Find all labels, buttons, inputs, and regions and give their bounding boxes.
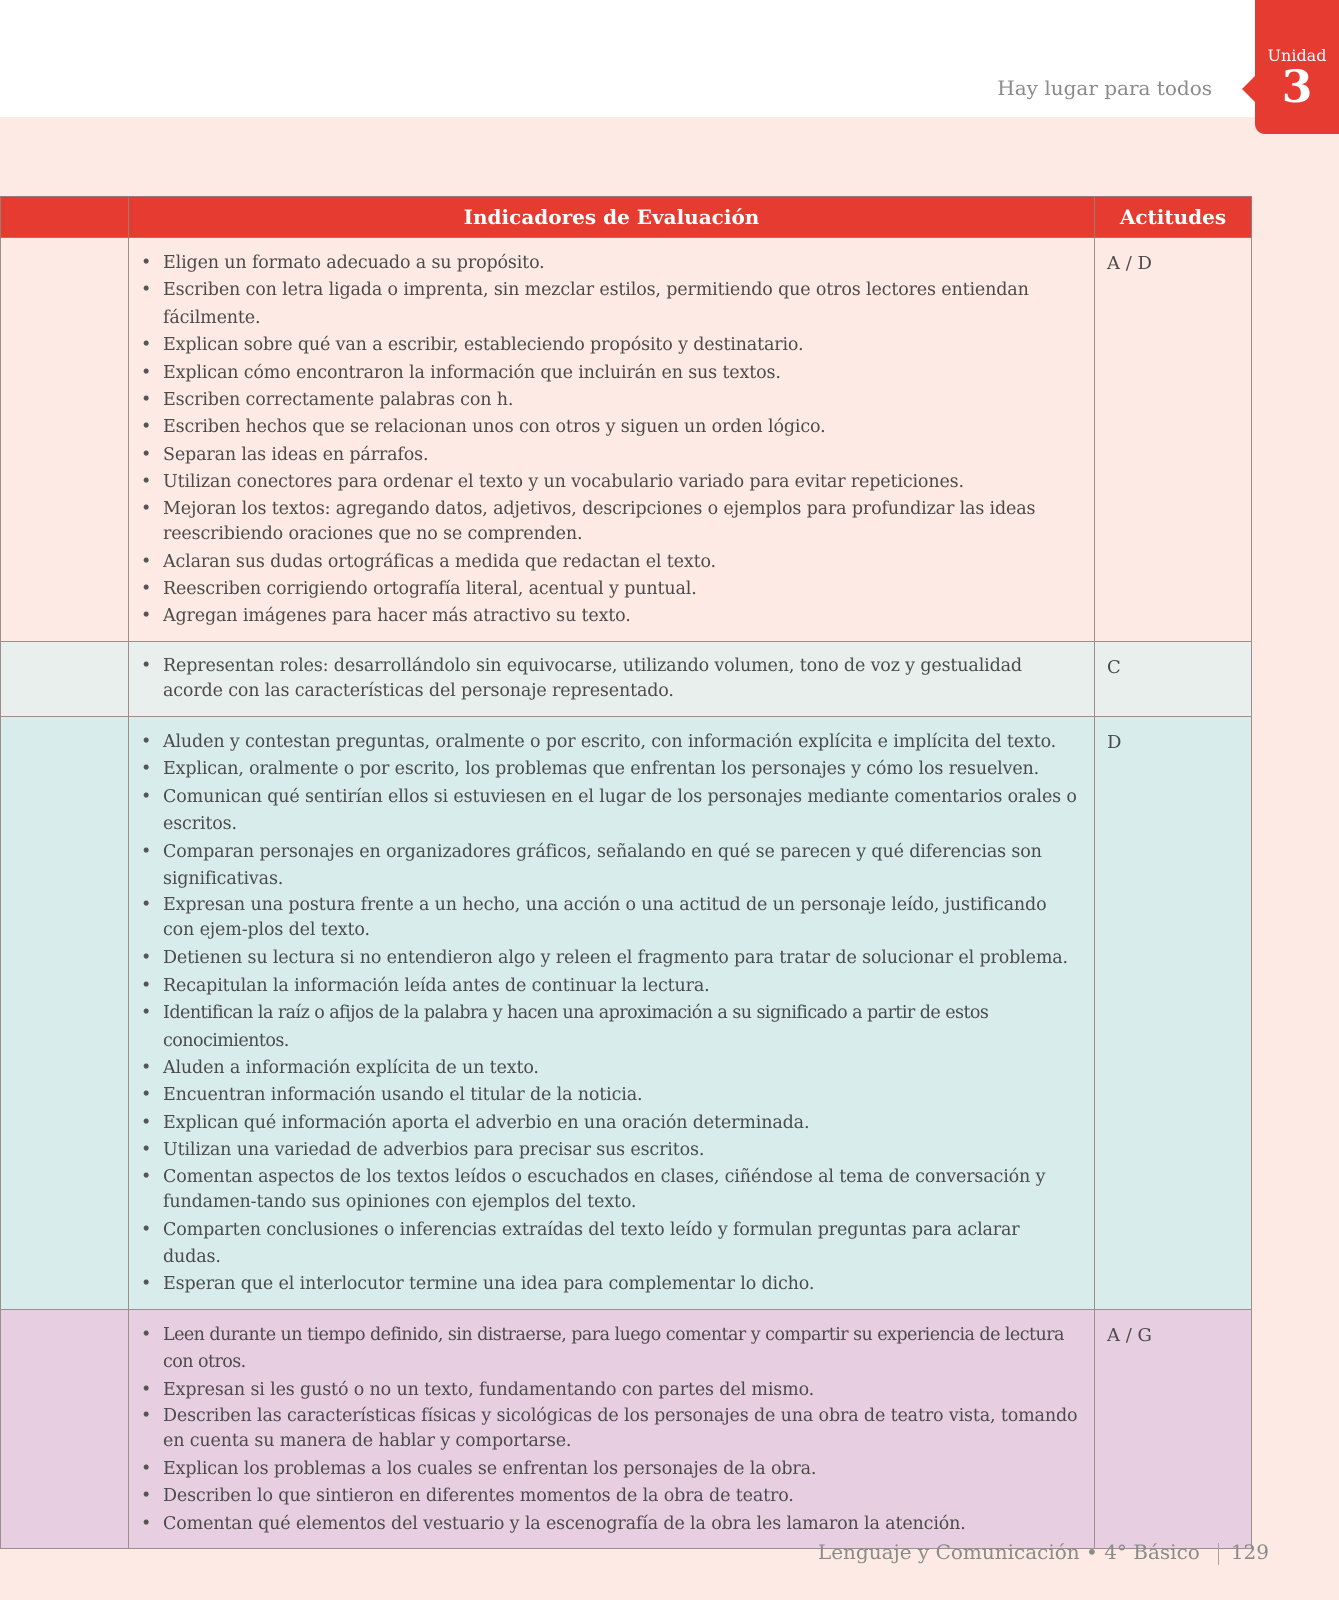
table-row [1, 716, 1252, 1309]
list-item: • Aclaran sus dudas ortográficas a medida que redactan el texto. [163, 549, 1080, 576]
indicator-list [141, 654, 1080, 706]
column-header-blank [1, 197, 129, 238]
list-item: • Esperan que el interlocutor termine una idea para complementar lo dicho. [163, 1271, 1080, 1298]
page-footer [818, 1540, 1269, 1565]
list-item: • Describen las características físicas y sicológicas de los personajes de una obra de teatro vista, tomando en cuenta su manera de hablar y comportarse. [163, 1404, 1080, 1456]
row-label-cell [1, 716, 129, 1309]
list-item: • Aluden y contestan preguntas, oralmente o por escrito, con información explícita e implícita del texto. [163, 729, 1080, 756]
attitudes-cell: A / G [1095, 1309, 1252, 1548]
indicators-cell [129, 1309, 1095, 1548]
table-row [1, 1309, 1252, 1548]
list-item: • Escriben hechos que se relacionan unos con otros y siguen un orden lógico. [163, 414, 1080, 441]
list-item: • Explican los problemas a los cuales se enfrentan los personajes de la obra. [163, 1456, 1080, 1483]
list-item: • Encuentran información usando el titular de la noticia. [163, 1082, 1080, 1109]
list-item: • Comunican qué sentirían ellos si estuviesen en el lugar de los personajes mediante comentarios orales o escritos. [163, 784, 1080, 839]
list-item: • Expresan una postura frente a un hecho, una acción o una actitud de un personaje leído, justificando con ejem-plos del texto. [163, 893, 1080, 945]
list-item: • Escriben con letra ligada o imprenta, sin mezclar estilos, permitiendo que otros lectores entiendan fácilmente. [163, 277, 1080, 332]
list-item: • Explican cómo encontraron la información que incluirán en sus textos. [163, 360, 1080, 387]
attitudes-cell: C [1095, 641, 1252, 716]
table-row [1, 641, 1252, 716]
list-item: • Mejoran los textos: agregando datos, adjetivos, descripciones o ejemplos para profundizar las ideas reescribiendo oraciones que no se comprenden. [163, 497, 1080, 549]
indicator-list [141, 250, 1080, 631]
list-item: • Eligen un formato adecuado a su propósito. [163, 250, 1080, 277]
unit-tab [1255, 0, 1339, 134]
list-item: • Comentan qué elementos del vestuario y la escenografía de la obra les lamaron la atención. [163, 1511, 1080, 1538]
footer-divider [1218, 1543, 1219, 1565]
evaluation-table [0, 196, 1252, 1549]
indicators-cell [129, 716, 1095, 1309]
row-label-cell [1, 641, 129, 716]
table-header-row [1, 197, 1252, 238]
list-item: • Explican sobre qué van a escribir, estableciendo propósito y destinatario. [163, 332, 1080, 359]
indicator-list [141, 729, 1080, 1299]
list-item: • Recapitulan la información leída antes de continuar la lectura. [163, 973, 1080, 1000]
attitudes-cell: D [1095, 716, 1252, 1309]
footer-book-title: Lenguaje y Comunicación • 4° Básico [817, 1540, 1200, 1564]
list-item: • Describen lo que sintieron en diferentes momentos de la obra de teatro. [163, 1483, 1080, 1510]
list-item: • Identifican la raíz o afijos de la palabra y hacen una aproximación a su significado a partir de estos conocimientos. [163, 1000, 1080, 1055]
tab-pointer-icon [1242, 76, 1255, 102]
list-item: • Representan roles: desarrollándolo sin equivocarse, utilizando volumen, tono de voz y gestualidad acorde con las características del personaje representado. [163, 654, 1080, 706]
list-item: • Agregan imágenes para hacer más atractivo su texto. [163, 603, 1080, 630]
running-title: Hay lugar para todos [997, 76, 1212, 100]
list-item: • Explican, oralmente o por escrito, los problemas que enfrentan los personajes y cómo los resuelven. [163, 756, 1080, 783]
column-header-actitudes: Actitudes [1095, 197, 1252, 238]
table-row [1, 238, 1252, 642]
unit-label: Unidad [1267, 46, 1327, 65]
list-item: • Escriben correctamente palabras con h. [163, 387, 1080, 414]
row-label-cell [1, 238, 129, 642]
row-label-cell [1, 1309, 129, 1548]
list-item: • Utilizan una variedad de adverbios para precisar sus escritos. [163, 1137, 1080, 1164]
list-item: • Reescriben corrigiendo ortografía literal, acentual y puntual. [163, 576, 1080, 603]
column-header-indicadores: Indicadores de Evaluación [129, 197, 1095, 238]
list-item: • Comentan aspectos de los textos leídos o escuchados en clases, ciñéndose al tema de conversación y fundamen-tando sus opiniones con ejemplos del texto. [163, 1165, 1080, 1217]
list-item: • Separan las ideas en párrafos. [163, 442, 1080, 469]
unit-number: 3 [1281, 62, 1313, 113]
list-item: • Leen durante un tiempo definido, sin distraerse, para luego comentar y compartir su experiencia de lectura con otros. [163, 1322, 1080, 1377]
list-item: • Utilizan conectores para ordenar el texto y un vocabulario variado para evitar repeticiones. [163, 469, 1080, 496]
list-item: • Detienen su lectura si no entendieron algo y releen el fragmento para tratar de solucionar el problema. [163, 945, 1080, 972]
attitudes-cell: A / D [1095, 238, 1252, 642]
indicators-cell [129, 238, 1095, 642]
indicators-cell [129, 641, 1095, 716]
list-item: • Comparan personajes en organizadores gráficos, señalando en qué se parecen y qué diferencias son significativas. [163, 839, 1080, 894]
list-item: • Explican qué información aporta el adverbio en una oración determinada. [163, 1110, 1080, 1137]
indicator-list [141, 1322, 1080, 1538]
list-item: • Expresan si les gustó o no un texto, fundamentando con partes del mismo. [163, 1377, 1080, 1404]
list-item: • Comparten conclusiones o inferencias extraídas del texto leído y formulan preguntas para aclarar dudas. [163, 1217, 1080, 1272]
page-number: 129 [1230, 1540, 1269, 1564]
list-item: • Aluden a información explícita de un texto. [163, 1055, 1080, 1082]
